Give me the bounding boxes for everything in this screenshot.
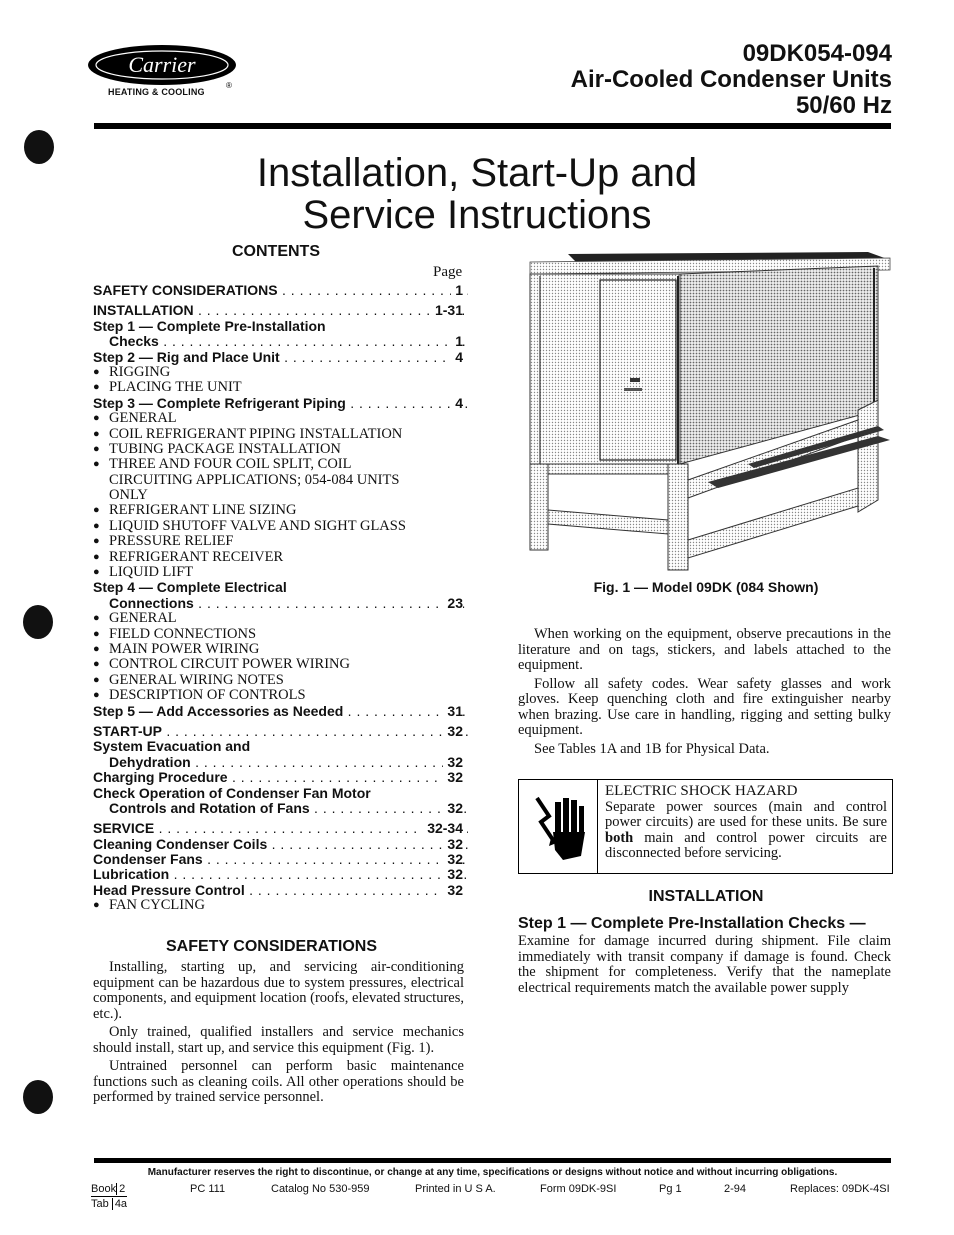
toc-entry[interactable]: Step 5 — Add Accessories as Needed . . . 31 — [93, 704, 468, 719]
toc-entry[interactable]: Dehydration . . . 32 — [93, 755, 468, 770]
toc-sub-item: ● THREE AND FOUR COIL SPLIT, COIL — [93, 457, 468, 472]
catalog-number: Catalog No 530-959 — [271, 1183, 370, 1195]
toc-sub-item: ● COIL REFRIGERANT PIPING INSTALLATION — [93, 427, 468, 442]
toc-entry[interactable]: SAFETY CONSIDERATIONS . . . 1 — [93, 283, 468, 298]
toc-entry[interactable]: Connections . . . 23 — [93, 596, 468, 611]
step1-text: Examine for damage incurred during shipment. File claim immediately with transit company if damage is found. Check the shipment for completeness. Verify that the nameplate electrical requirements match the available power supply — [518, 933, 891, 996]
toc-sub-item: ● PLACING THE UNIT — [93, 380, 468, 395]
punch-hole-middle — [23, 605, 53, 639]
toc-sub-item: ● FIELD CONNECTIONS — [93, 627, 468, 642]
warning-title: ELECTRIC SHOCK HAZARD — [605, 783, 798, 799]
toc-entry[interactable]: Step 1 — Complete Pre-Installation — [93, 318, 326, 334]
toc-sub-item: ● GENERAL WIRING NOTES — [93, 673, 468, 688]
model-number: 09DK054-094 — [742, 40, 892, 67]
precautions-text: When working on the equipment, observe precautions in the literature and on tags, stickers, and labels attached to the equipment. Follow all safety codes. Wear safety glasses and work gloves. Keep quenching cloth and fire extinguisher nearby when brazing. Use care in handling, rigging and setting bulky equipment. See Tables 1A and 1B for Physical Data. — [518, 626, 891, 757]
printed-location: Printed in U S A. — [415, 1183, 496, 1195]
product-name: Air-Cooled Condenser Units — [570, 66, 892, 93]
toc-sub-item: ● GENERAL — [93, 411, 468, 426]
pc-number: PC 111 — [190, 1183, 226, 1195]
toc-sub-item: ● CONTROL CIRCUIT POWER WIRING — [93, 657, 468, 672]
toc-entry[interactable]: Step 4 — Complete Electrical — [93, 580, 287, 596]
toc-sub-item: ● REFRIGERANT LINE SIZING — [93, 503, 468, 518]
toc-sub-item: ● RIGGING — [93, 365, 468, 380]
toc-entry[interactable]: Check Operation of Condenser Fan Motor — [93, 785, 371, 801]
footer-disclaimer: Manufacturer reserves the right to discontinue, or change at any time, specifications or designs without notice and without incurring obligations. — [147, 1167, 838, 1178]
toc-entry[interactable]: Condenser Fans . . . 32 — [93, 852, 468, 867]
toc-sub-item: ● LIQUID LIFT — [93, 565, 468, 580]
safety-text: Installing, starting up, and servicing air-conditioning equipment can be hazardous due to system pressures, electrical components, and equipment location (roofs, elevated structures, etc.). Only trained, qualified installers and service mechanics should install, start up, and service this equipment (Fig. 1). Untrained personnel can perform basic maintenance functions such as cleaning coils. All other operations should be performed by trained service personnel. — [93, 959, 464, 1105]
form-number: Form 09DK-9SI — [540, 1183, 617, 1195]
toc-entry[interactable]: SERVICE . . . 32-34 — [93, 821, 468, 836]
toc-sub-item: ● FAN CYCLING — [93, 898, 468, 913]
warning-text: ELECTRIC SHOCK HAZARD Separate power sources (main and control power circuits) are used for these units. Be sure both main and control power circuits are disconnected before servicing. — [605, 783, 887, 861]
document-header-title — [571, 41, 892, 119]
toc-sub-item: ● MAIN POWER WIRING — [93, 642, 468, 657]
print-date: 2-94 — [724, 1183, 747, 1195]
toc-entry[interactable]: Lubrication . . . 32 — [93, 867, 468, 882]
toc-sub-item: ● DESCRIPTION OF CONTROLS — [93, 688, 468, 703]
toc-entry[interactable]: INSTALLATION . . . 1-31 — [93, 303, 468, 318]
electric-shock-warning — [518, 779, 893, 874]
main-title: Installation, Start-Up and Service Instructions — [256, 151, 698, 237]
table-of-contents — [93, 283, 468, 914]
toc-sub-item: ● TUBING PACKAGE INSTALLATION — [93, 442, 468, 457]
installation-heading: INSTALLATION — [648, 888, 764, 905]
toc-entry[interactable]: Controls and Rotation of Fans . . . 32 — [93, 801, 468, 816]
replaces-form: Replaces: 09DK-4SI — [790, 1183, 890, 1195]
toc-sub-item: ● LIQUID SHUTOFF VALVE AND SIGHT GLASS — [93, 519, 468, 534]
unit-photo — [518, 250, 894, 572]
header-rule — [94, 123, 891, 129]
brand-wordmark: Carrier — [128, 52, 196, 77]
toc-sub-item-cont: CIRCUITING APPLICATIONS; 054-084 UNITS — [109, 472, 400, 488]
frequency: 50/60 Hz — [795, 92, 892, 119]
figure-caption: Fig. 1 — Model 09DK (084 Shown) — [593, 579, 819, 595]
toc-sub-item-cont: ONLY — [109, 488, 148, 504]
toc-entry[interactable]: Step 3 — Complete Refrigerant Piping . . . 4 — [93, 396, 468, 411]
footer-rule — [94, 1158, 891, 1163]
safety-heading: SAFETY CONSIDERATIONS — [166, 938, 377, 955]
svg-text:®: ® — [226, 81, 232, 90]
toc-entry[interactable]: Charging Procedure . . . 32 — [93, 770, 468, 785]
brand-subtitle: HEATING & COOLING — [108, 87, 205, 97]
punch-hole-bottom — [23, 1080, 53, 1114]
electric-shock-icon — [519, 780, 598, 873]
toc-entry[interactable]: START-UP . . . 32 — [93, 724, 468, 739]
toc-entry[interactable]: System Evacuation and — [93, 739, 251, 755]
toc-entry[interactable]: Head Pressure Control . . . 32 — [93, 883, 468, 898]
tab-label: Tab 4a — [91, 1198, 128, 1210]
book-label: Book 2 — [91, 1183, 126, 1195]
page-number: Pg 1 — [659, 1183, 682, 1195]
toc-sub-item: ● REFRIGERANT RECEIVER — [93, 550, 468, 565]
toc-sub-item: ● GENERAL — [93, 611, 468, 626]
carrier-logo — [86, 44, 238, 90]
contents-heading: CONTENTS — [232, 243, 320, 260]
page-column-label: Page — [433, 264, 463, 280]
toc-entry[interactable]: Step 2 — Rig and Place Unit . . . 4 — [93, 350, 468, 365]
toc-sub-item: ● PRESSURE RELIEF — [93, 534, 468, 549]
toc-entry[interactable]: Cleaning Condenser Coils . . . 32 — [93, 837, 468, 852]
toc-entry[interactable]: Checks . . . 1 — [93, 334, 468, 349]
step1-heading: Step 1 — Complete Pre-Installation Checks — — [518, 915, 866, 932]
